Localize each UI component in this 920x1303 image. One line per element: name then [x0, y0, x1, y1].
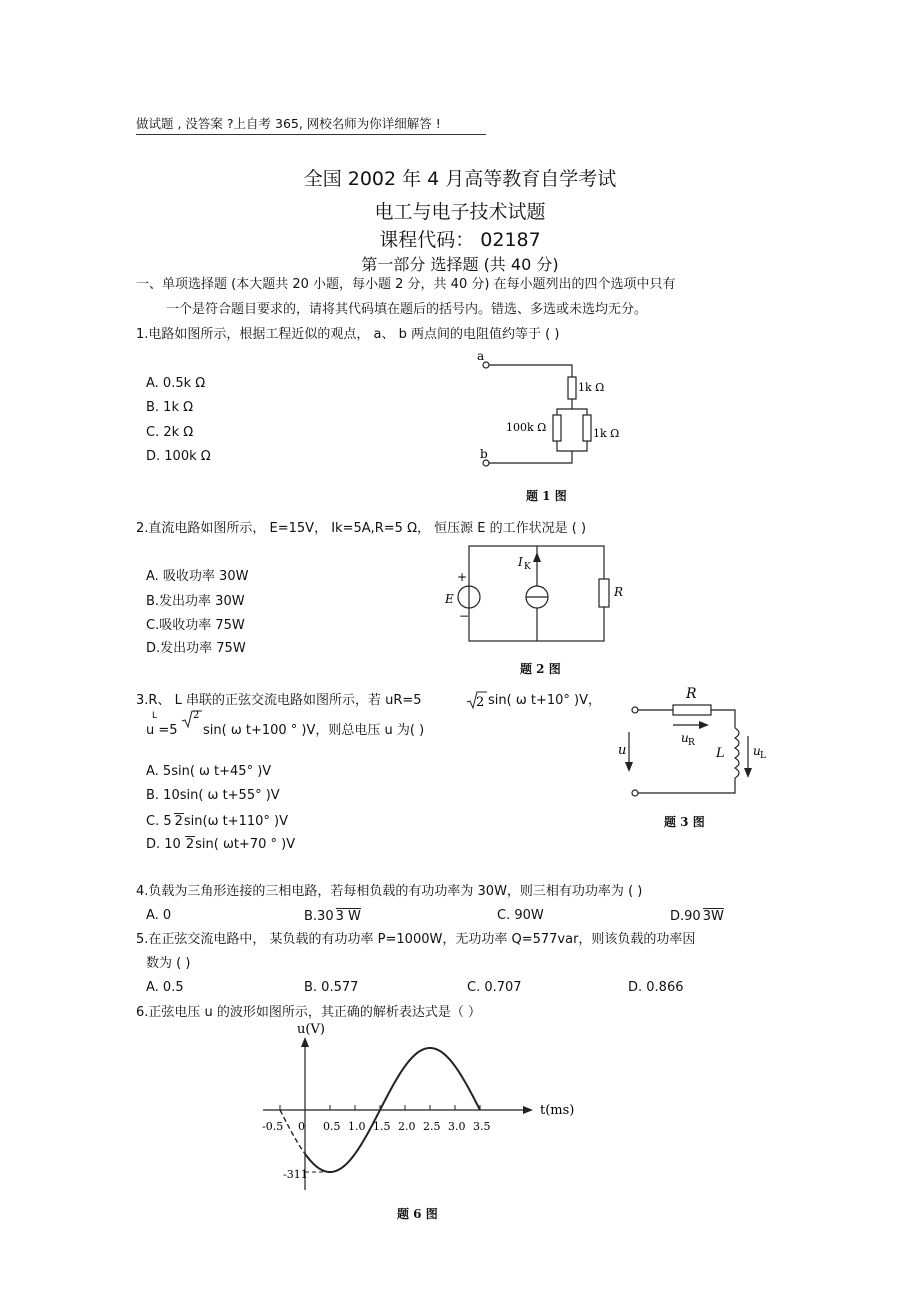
q6-waveform-chart: [255, 1022, 585, 1200]
resistor-r: [599, 579, 609, 607]
label-r-left: 100k Ω: [506, 421, 547, 434]
q2-figure-caption: 题 2 图: [520, 662, 561, 676]
label-ur: u: [681, 731, 689, 745]
q5-option-c: C. 0.707: [467, 980, 522, 995]
exam-title: 全国 2002 年 4 月高等教育自学考试: [303, 168, 617, 190]
x-tick-label: 1.0: [348, 1120, 366, 1133]
label-r-series: 1k Ω: [578, 381, 605, 394]
q3-option-d-prefix: D. 10: [146, 837, 181, 852]
x-tick-label: 0.5: [323, 1120, 341, 1133]
q2-option-b: B.发出功率 30W: [146, 594, 245, 609]
label-r-right: 1k Ω: [593, 427, 620, 440]
q4-option-c: C. 90W: [497, 908, 544, 923]
q6-stem: 6.正弦电压 u 的波形如图所示，其正确的解析表达式是（ ）: [136, 1005, 482, 1020]
q1-figure-caption: 题 1 图: [526, 489, 567, 503]
y-axis-arrow: [301, 1037, 309, 1047]
q3-figure-caption: 题 3 图: [664, 815, 705, 829]
label-ul-sub: L: [760, 751, 766, 761]
part-heading: 第一部分 选择题 (共 40 分): [361, 255, 559, 274]
q3-option-c-prefix: C. 5: [146, 814, 172, 829]
q5-stem-continued: 数为 ( ): [146, 956, 191, 971]
x-tick-label: 2.0: [398, 1120, 416, 1133]
course-code: 课程代码： 02187: [379, 229, 541, 251]
q4-option-d-prefix: D.90: [670, 909, 701, 924]
q3-option-a: A. 5sin( ω t+45° )V: [146, 764, 272, 779]
q5-stem: 5.在正弦交流电路中， 某负载的有功功率 P=1000W，无功功率 Q=577var，则该负载的功率因: [136, 932, 696, 947]
x-tick-label: 3.0: [448, 1120, 466, 1133]
q3-option-d: [146, 836, 295, 853]
q1-option-c: C. 2k Ω: [146, 425, 194, 440]
q3-option-c-radicand: 2: [174, 814, 183, 829]
q3-stem-part3: u =5: [146, 723, 178, 738]
q3-option-c: [146, 813, 288, 830]
q5-option-a: A. 0.5: [146, 980, 184, 995]
label-u: u: [618, 743, 627, 758]
q3-stem-part1: 3.R、 L 串联的正弦交流电路如图所示，若 uR=5: [136, 693, 422, 708]
q2-option-c: C.吸收功率 75W: [146, 618, 245, 633]
q1-stem: 1.电路如图所示，根据工程近似的观点， a、 b 两点间的电阻值约等于 ( ): [136, 327, 560, 342]
q3-sqrt-num-2: 2: [193, 710, 200, 721]
x-tick-label: -0.5: [262, 1120, 284, 1133]
resistor-series: [568, 377, 576, 399]
q3-sqrt-symbol-1: [465, 690, 487, 710]
x-tick-label: 3.5: [473, 1120, 491, 1133]
q1-circuit-figure: [470, 345, 630, 505]
label-b: b: [480, 447, 488, 461]
inductor-l: [735, 728, 739, 778]
exam-subject: 电工与电子技术试题: [374, 201, 546, 223]
label-e: E: [445, 592, 454, 606]
q3-option-d-suffix: sin( ωt+70 ° )V: [195, 837, 296, 852]
q2-stem: 2.直流电路如图所示， E=15V， Ik=5A,R=5 Ω， 恒压源 E 的工作状况是 ( ): [136, 521, 587, 536]
q3-option-d-radicand: 2: [185, 837, 195, 852]
x-axis-label: t(ms): [540, 1103, 575, 1118]
q2-circuit-figure: [440, 540, 624, 650]
label-r: R: [614, 585, 624, 599]
q4-option-b-radicand: 3 W: [335, 909, 361, 924]
q3-sqrt-symbol-2: [180, 709, 202, 729]
x-tick-label: 1.5: [373, 1120, 391, 1133]
resistor-left: [553, 415, 561, 441]
q4-option-d-radicand: 3W: [702, 909, 724, 924]
q3-circuit-figure: [615, 680, 775, 810]
label-ur-sub: R: [688, 738, 695, 748]
q2-option-d: D.发出功率 75W: [146, 641, 246, 656]
q3-stem-part2: sin( ω t+10° )V，: [488, 693, 601, 708]
x-tick-label: 0: [298, 1120, 305, 1133]
q5-option-d: D. 0.866: [628, 980, 684, 995]
q3-stem-part4: sin( ω t+100 ° )V，则总电压 u 为( ): [203, 723, 425, 738]
q6-figure-caption: 题 6 图: [397, 1207, 438, 1221]
q5-option-b: B. 0.577: [304, 980, 359, 995]
y-axis-label: u(V): [297, 1022, 325, 1037]
x-tick-label: 2.5: [423, 1120, 441, 1133]
resistor-r: [673, 705, 711, 715]
q4-option-a: A. 0: [146, 908, 172, 923]
q4-option-b: [304, 908, 361, 925]
y-min-label: -311: [283, 1168, 308, 1181]
q3-option-b: B. 10sin( ω t+55° )V: [146, 788, 280, 803]
label-r: R: [686, 686, 697, 702]
q4-option-d: [670, 908, 724, 925]
q1-option-d: D. 100k Ω: [146, 449, 211, 464]
section-instruction-2: 一个是符合题目要求的，请将其代码填在题后的括号内。错选、多选或未选均无分。: [166, 302, 648, 317]
label-a: a: [477, 349, 485, 363]
q1-option-b: B. 1k Ω: [146, 400, 194, 415]
label-ul: u: [753, 744, 761, 758]
q2-option-a: A. 吸收功率 30W: [146, 569, 249, 584]
section-instruction-1: 一、单项选择题 (本大题共 20 小题，每小题 2 分，共 40 分) 在每小题列出的四个选项中只有: [136, 277, 676, 292]
q3-subscript-l: L: [152, 711, 158, 721]
label-l: L: [716, 746, 725, 761]
label-ik: I: [518, 555, 523, 569]
q1-option-a: A. 0.5k Ω: [146, 376, 206, 391]
label-plus: +: [457, 570, 468, 584]
q4-option-b-prefix: B.30: [304, 909, 334, 924]
resistor-right: [583, 415, 591, 441]
header-note: 做试题 , 没答案 ?上自考 365, 网校名师为你详细解答 !: [136, 116, 486, 135]
label-minus: −: [459, 609, 470, 623]
x-axis-arrow: [523, 1106, 533, 1114]
q4-stem: 4.负载为三角形连接的三相电路，若每相负载的有功功率为 30W，则三相有功功率为 ( ): [136, 884, 643, 899]
q3-option-c-suffix: sin(ω t+110° )V: [183, 814, 289, 829]
label-ik-sub: K: [524, 562, 531, 572]
q3-sqrt-num-1: 2: [476, 695, 485, 710]
